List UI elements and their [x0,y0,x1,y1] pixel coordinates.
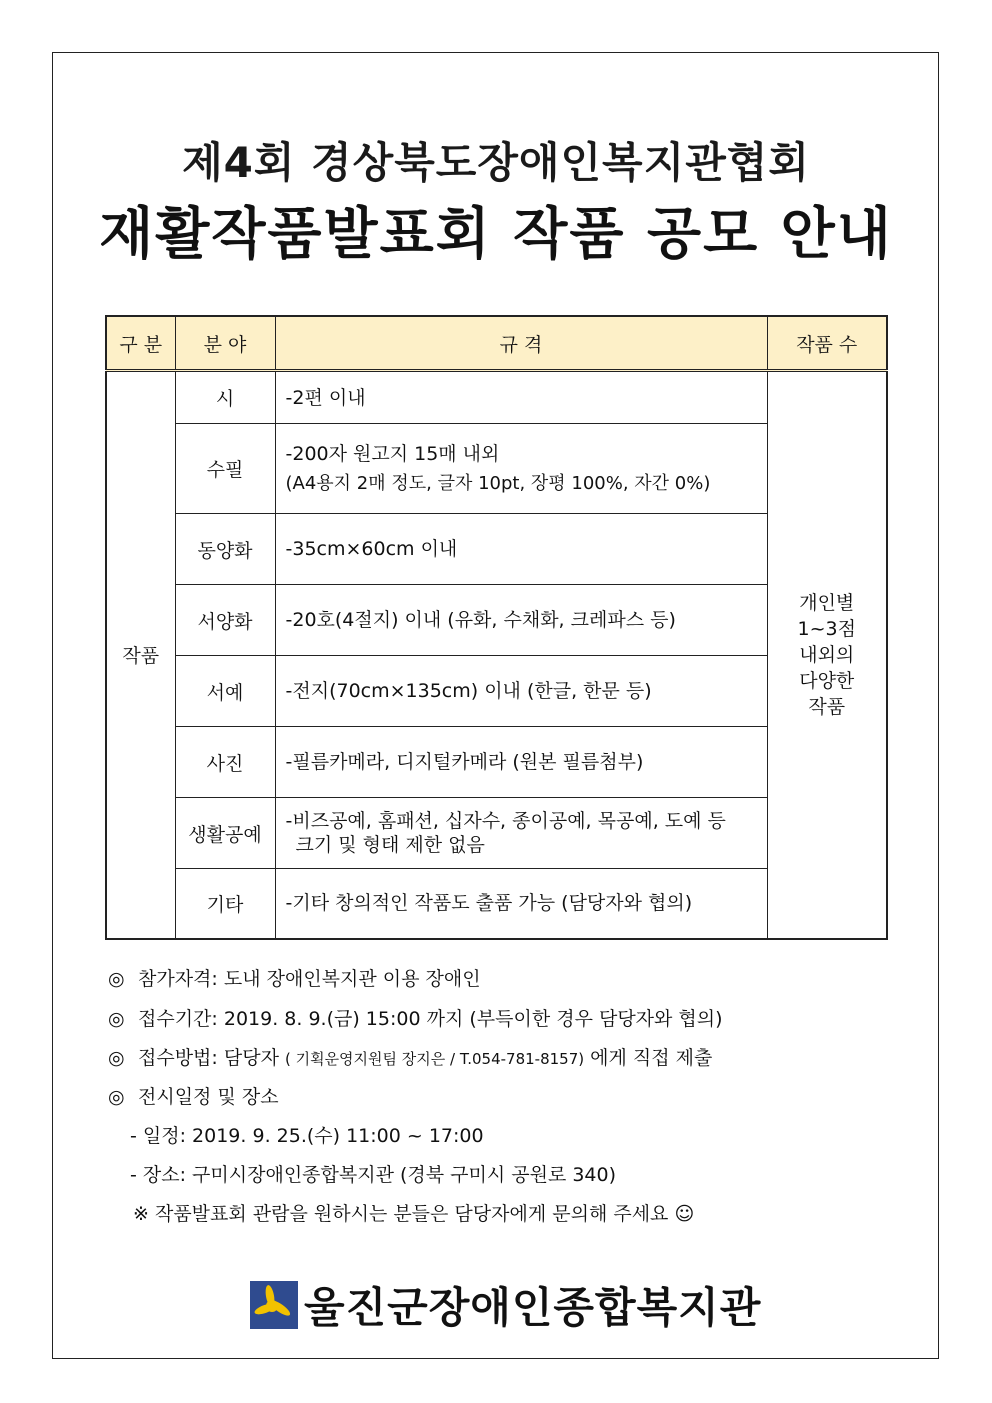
logo-text: 울진군장애인종합복지관 [304,1283,762,1332]
info-note: ※ 작품발표회 관람을 원하시는 분들은 담당자에게 문의해 주세요 ☺ [133,1203,695,1225]
count-line: 내외의 [799,643,855,666]
field-cell: 서예 [175,656,275,727]
spec-line: -2편 이내 [285,386,366,409]
header-count: 작품 수 [767,316,887,371]
field-cell: 사진 [175,727,275,798]
field-cell: 동양화 [175,514,275,585]
field-cell: 시 [175,371,275,424]
spec-line: -필름카메라, 디지털카메라 (원본 필름첨부) [285,751,644,773]
period-text: 접수기간: 2019. 8. 9.(금) 15:00 까지 (부득이한 경우 담당자와 협의) [138,1008,723,1030]
info-schedule: - 일정: 2019. 9. 25.(수) 11:00 ~ 17:00 [130,1125,484,1147]
spec-cell [275,424,767,514]
info-eligibility [108,964,481,991]
spec-line: -35cm×60cm 이내 [285,538,458,560]
info-period [108,1004,723,1031]
table-row [106,371,887,424]
count-line: 개인별 [799,591,855,614]
bullet-icon: ◎ [108,1086,125,1108]
spec-cell [275,869,767,939]
table-header-row [106,316,887,371]
spec-line: -200자 원고지 15매 내외 [285,442,500,465]
field-cell: 생활공예 [175,798,275,869]
field-cell: 수필 [175,424,275,514]
bullet-icon: ◎ [108,968,125,990]
info-exhibition [108,1082,279,1109]
spec-table [105,315,888,940]
organization-logo [250,1278,761,1332]
category-cell: 작품 [106,371,175,939]
spec-cell [275,371,767,424]
info-method [108,1043,712,1070]
method-contact: ( 기획운영지원팀 장지은 / T.054-781-8157) [284,1050,585,1068]
field-cell: 서양화 [175,585,275,656]
spec-line: -비즈공예, 홈패션, 십자수, 종이공예, 목공예, 도예 등 [285,810,726,832]
count-cell [767,371,887,939]
spec-cell [275,585,767,656]
star-logo-icon [250,1281,298,1329]
title-line-2: 재활작품발표회 작품 공모 안내 [99,202,893,267]
spec-line: 크기 및 형태 제한 없음 [295,834,485,856]
spec-cell [275,798,767,869]
spec-cell [275,656,767,727]
count-line: 작품 [808,695,846,718]
spec-cell [275,514,767,585]
bullet-icon: ◎ [108,1008,125,1030]
header-category: 구 분 [106,316,175,371]
exhibition-text: 전시일정 및 장소 [138,1086,279,1108]
info-venue: - 장소: 구미시장애인종합복지관 (경북 구미시 공원로 340) [130,1164,617,1186]
count-line: 다양한 [799,669,855,692]
bullet-icon: ◎ [108,1047,125,1069]
method-prefix: 접수방법: 담당자 [138,1047,285,1069]
spec-line: -기타 창의적인 작품도 출품 가능 (담당자와 협의) [285,892,693,915]
field-cell: 기타 [175,869,275,939]
method-suffix: 에게 직접 제출 [584,1047,713,1069]
spec-cell [275,727,767,798]
header-spec: 규 격 [275,316,767,371]
count-line: 1~3점 [797,617,856,640]
spec-line: -전지(70cm×135cm) 이내 (한글, 한문 등) [285,680,652,702]
eligibility-text: 참가자격: 도내 장애인복지관 이용 장애인 [138,968,481,990]
spec-line: -20호(4절지) 이내 (유화, 수채화, 크레파스 등) [285,609,676,631]
header-field: 분 야 [175,316,275,371]
spec-line: (A4용지 2매 정도, 글자 10pt, 장평 100%, 자간 0%) [285,472,711,494]
title-line-1: 제4회 경상북도장애인복지관협회 [182,138,810,187]
